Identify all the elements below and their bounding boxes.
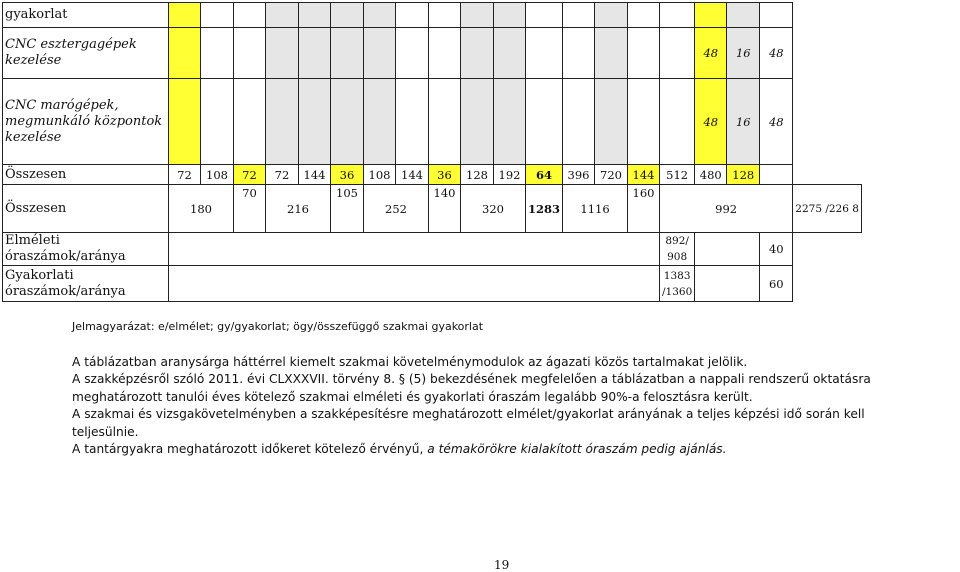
cell-value: 396	[563, 165, 595, 185]
cell-value: 192	[494, 165, 526, 185]
notes	[72, 354, 902, 458]
cell-value: 480	[695, 165, 727, 185]
cell-value: 70	[234, 185, 266, 233]
cell-value: 48	[695, 28, 727, 79]
cell-value: 128	[461, 165, 494, 185]
cell-value: 72	[266, 165, 299, 185]
cell-value: 720	[595, 165, 628, 185]
cell-value: 144	[396, 165, 429, 185]
cell-value: 60	[760, 266, 793, 302]
table-row	[3, 79, 862, 165]
note-paragraph: A táblázatban aranysárga háttérrel kiemelt szakmai követelménymodulok az ágazati közös tartalmakat jelölik.	[72, 355, 748, 369]
note-paragraph: A szakmai és vizsgakövetelményben a szakképesítésre meghatározott elmélet/gyakorlat arányának a teljes képzési idő során kell teljesülnie.	[72, 407, 865, 439]
row-label: CNC marógépek, megmunkáló központok kezelése	[3, 79, 169, 165]
cell-value: 160	[628, 185, 660, 233]
cell-value: 180	[169, 185, 234, 233]
row-label: Összesen	[3, 185, 169, 233]
cell-value: 512	[660, 165, 695, 185]
row-label: Gyakorlati óraszámok/aránya	[3, 266, 169, 302]
cell-value: 108	[201, 165, 234, 185]
table-row	[3, 165, 862, 185]
cell-value: 48	[760, 79, 793, 165]
cell-value: 72	[234, 165, 266, 185]
curriculum-table	[2, 2, 862, 302]
row-label: Összesen	[3, 165, 169, 185]
cell-value: 252	[364, 185, 429, 233]
cell-value: 36	[429, 165, 461, 185]
note-paragraph: A szakképzésről szóló 2011. évi CLXXXVII. törvény 8. § (5) bekezdésének megfelelően a táblázatban a nappali rendszerű oktatásra meghatározott tanulói éves kötelező szakmai elméleti és gyakorlati óraszám legalább 90%-a felosztásra került.	[72, 372, 871, 404]
cell-value: 140	[429, 185, 461, 233]
cell-value: 64	[526, 165, 563, 185]
cell-value: 216	[266, 185, 331, 233]
note-text: A tantárgyakra meghatározott időkeret kötelező érvényű,	[72, 442, 428, 457]
cell-value: 144	[628, 165, 660, 185]
cell-value: 1283	[526, 185, 563, 233]
table-row	[3, 28, 862, 79]
table-row	[3, 233, 862, 266]
cell-value: 16	[727, 79, 760, 165]
cell-value: 72	[169, 165, 201, 185]
cell-value: 892/ 908	[660, 233, 695, 266]
cell-value: 128	[727, 165, 760, 185]
cell-value: 48	[695, 79, 727, 165]
cell-value: 16	[727, 28, 760, 79]
cell-value: 2275 /226 8	[793, 185, 862, 233]
note-italic-text: a témakörökre kialakított óraszám pedig ajánlás.	[427, 442, 727, 457]
cell-value: 144	[299, 165, 331, 185]
cell-value: 105	[331, 185, 364, 233]
table-row	[3, 3, 862, 28]
cell-value: 48	[760, 28, 793, 79]
table-row	[3, 266, 862, 302]
row-label: Elméleti óraszámok/aránya	[3, 233, 169, 266]
cell-value: 992	[660, 185, 793, 233]
cell-value: 40	[760, 233, 793, 266]
note-paragraph	[72, 441, 902, 458]
row-label: gyakorlat	[3, 3, 169, 28]
table-row	[3, 185, 862, 233]
cell-value: 36	[331, 165, 364, 185]
row-label: CNC esztergagépek kezelése	[3, 28, 169, 79]
cell-value: 320	[461, 185, 526, 233]
legend-text: Jelmagyarázat: e/elmélet; gy/gyakorlat; ögy/összefüggő szakmai gyakorlat	[72, 320, 484, 333]
cell-value: 1383 /1360	[660, 266, 695, 302]
cell-value: 1116	[563, 185, 628, 233]
page-number: 19	[494, 558, 510, 572]
cell-value: 108	[364, 165, 396, 185]
